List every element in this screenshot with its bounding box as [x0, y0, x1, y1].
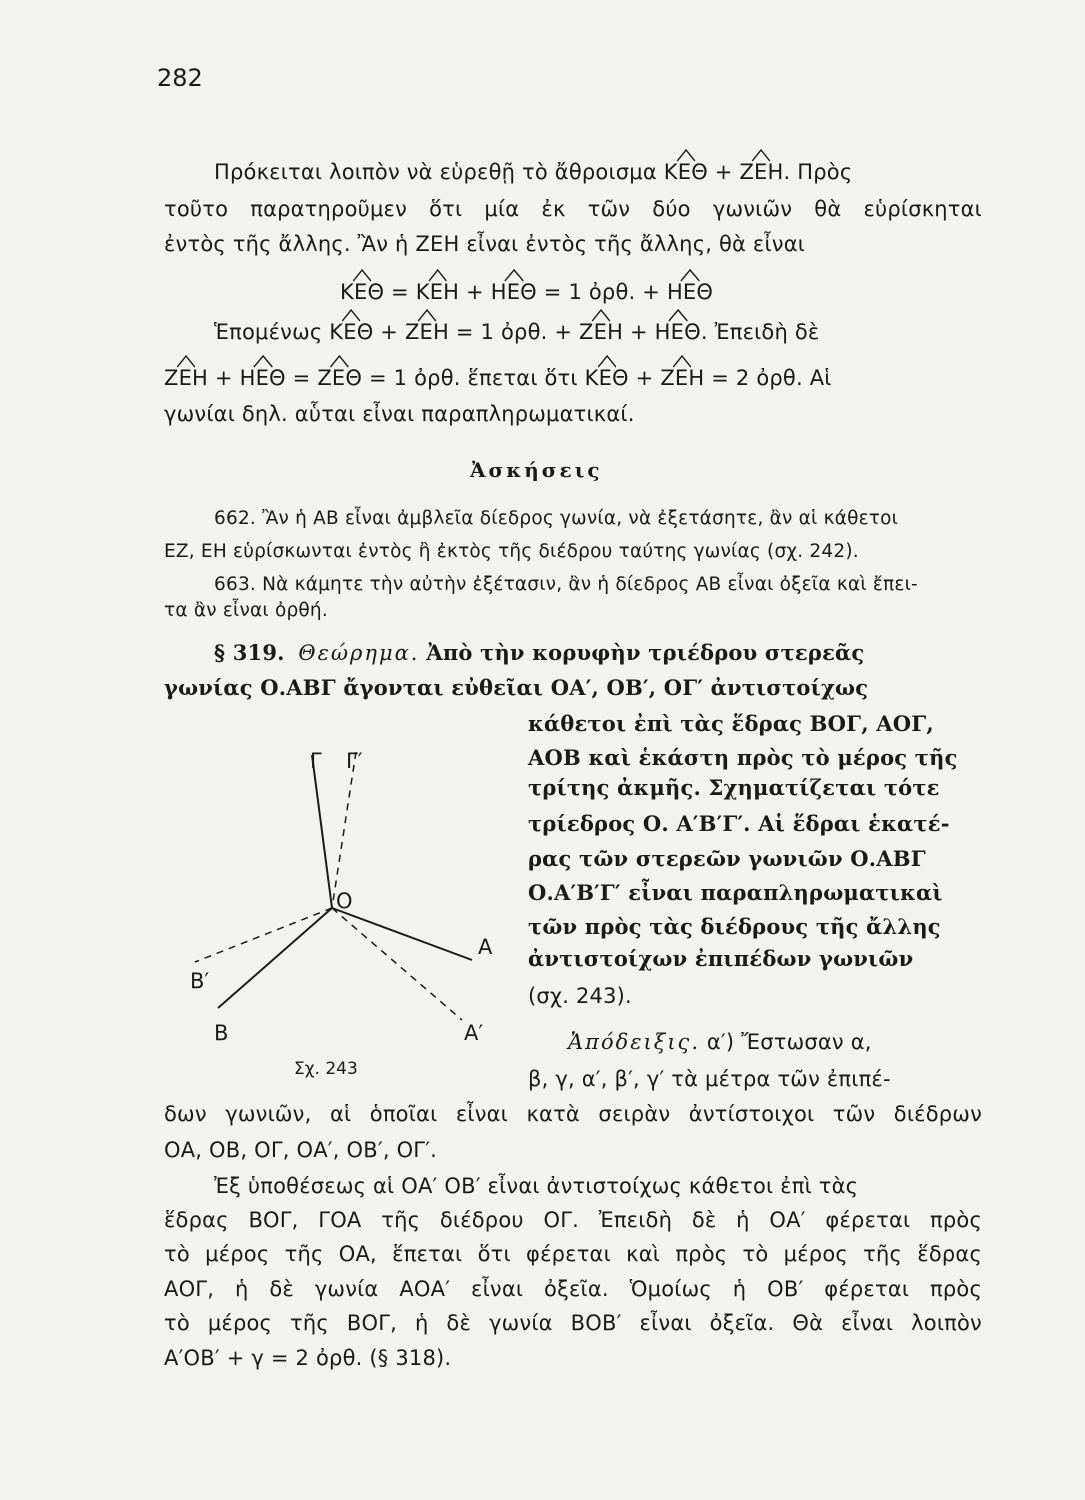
edge-OG	[312, 755, 332, 908]
theorem-line: ρας τῶν στερεῶν γωνιῶν Ο.ΑΒΓ	[528, 846, 926, 871]
label-Ap: Α′	[464, 1021, 484, 1045]
text-line: Ἑπομένως ΚΕΘ + ΖΕΗ = 1 ὀρθ. + ΖΕΗ + ΗΕΘ. Ἐπειδὴ δὲ	[214, 320, 819, 344]
page-number: 282	[157, 64, 203, 92]
theorem-line: ΑΟΒ καὶ ἑκάστη πρὸς τὸ μέρος τῆς	[528, 745, 958, 770]
label-B: Β	[214, 1021, 229, 1045]
text: Πρόκειται λοιπὸν νὰ εὑρεθῇ τὸ ἄθροισμα	[214, 160, 664, 184]
theorem-line: (σχ. 243).	[528, 984, 632, 1008]
proof-line: β, γ, α′, β′, γ′ τὰ μέτρα τῶν ἐπιπέ-	[528, 1067, 891, 1091]
exercise-662: 662. Ἂν ἡ ΑΒ εἶναι ἀμβλεῖα δίεδρος γωνία, νὰ ἐξετάσητε, ἂν αἱ κάθετοι	[214, 508, 899, 529]
edge-OGp	[332, 752, 356, 908]
exercise-663-cont: τα ἂν εἶναι ὀρθή.	[164, 600, 328, 621]
exercise-662-cont: ΕΖ, ΕΗ εὑρίσκωνται ἐντὸς ἢ ἐκτὸς τῆς διέδρου ταύτης γωνίας (σχ. 242).	[164, 541, 859, 562]
proof-line: ἕδρας ΒΟΓ, ΓΟΑ τῆς διέδρου ΟΓ. Ἐπειδὴ δὲ ἡ ΟΑ′ φέρεται πρὸς	[164, 1208, 982, 1232]
theorem-line: § 319. Θεώρημα. Ἀπὸ τὴν κορυφὴν τριέδρου στερεᾶς	[214, 640, 865, 665]
proof-line: τὸ μέρος τῆς ΒΟΓ, ἡ δὲ γωνία ΒΟΒ′ εἶναι ὀξεῖα. Θὰ εἶναι λοιπὸν	[164, 1311, 982, 1335]
label-G: Γ	[310, 749, 322, 773]
proof-line: τὸ μέρος τῆς ΟΑ, ἕπεται ὅτι φέρεται καὶ πρὸς τὸ μέρος τῆς ἕδρας	[164, 1242, 982, 1266]
label-Gp: Γ′	[346, 749, 363, 773]
proof-line: Ἀπόδειξις. α′) Ἔστωσαν α,	[568, 1030, 872, 1054]
proof-line: ΟΑ, ΟΒ, ΟΓ, ΟΑ′, ΟΒ′, ΟΓ′.	[164, 1138, 438, 1162]
theorem-line: Ο.Α′Β′Γ′ εἶναι παραπληρωματικαὶ	[528, 880, 943, 905]
theorem-line: τρίτης ἀκμῆς. Σχηματίζεται τότε	[528, 775, 940, 800]
text-line: γωνίαι δηλ. αὗται εἶναι παραπληρωματικαί.	[164, 402, 635, 426]
theorem-line: ἀντιστοίχων ἐπιπέδων γωνιῶν	[528, 946, 914, 971]
theorem-line: γωνίας Ο.ΑΒΓ ἄγονται εὐθεῖαι ΟΑ′, ΟΒ′, ΟΓ′ ἀντιστοίχως	[164, 675, 869, 700]
label-A: Α	[478, 935, 493, 959]
text: . Πρὸς	[783, 160, 853, 184]
text-line: ΖΕΗ + ΗΕΘ = ΖΕΘ = 1 ὀρθ. ἕπεται ὅτι ΚΕΘ + ΖΕΗ = 2 ὀρθ. Αἱ	[164, 366, 832, 390]
equation: ΚΕΘ = ΚΕΗ + ΗΕΘ = 1 ὀρθ. + ΗΕΘ	[340, 280, 713, 304]
theorem-line: τρίεδρος Ο. Α′Β′Γ′. Αἱ ἕδραι ἑκατέ-	[528, 811, 950, 836]
text-line: ἐντὸς τῆς ἄλλης. Ἂν ἡ ΖΕΗ εἶναι ἐντὸς τῆς ἄλλης, θὰ εἶναι	[164, 232, 806, 256]
edge-OBp	[195, 908, 332, 962]
section-heading: Ἀσκήσεις	[470, 458, 603, 482]
angle-expression: ΖΕΗ	[739, 160, 783, 184]
text-line: τοῦτο παρατηροῦμεν ὅτι μία ἐκ τῶν δύο γωνιῶν θὰ εὑρίσκηται	[164, 197, 982, 221]
edge-OA	[332, 908, 472, 960]
label-O: Ο	[336, 889, 353, 913]
exercise-663: 663. Νὰ κάμητε τὴν αὐτὴν ἐξέτασιν, ἂν ἡ δίεδρος ΑΒ εἶναι ὀξεῖα καὶ ἔπει-	[214, 574, 918, 595]
edge-OB	[218, 908, 332, 1008]
proof-line: Α′ΟΒ′ + γ = 2 ὀρθ. (§ 318).	[164, 1346, 452, 1370]
text-line	[214, 160, 852, 184]
theorem-line: κάθετοι ἐπὶ τὰς ἕδρας ΒΟΓ, ΑΟΓ,	[528, 711, 934, 736]
figure-caption: Σχ. 243	[294, 1059, 358, 1079]
edge-OAp	[332, 908, 462, 1020]
label-Bp: Β′	[190, 969, 210, 993]
theorem-line: τῶν πρὸς τὰς διέδρους τῆς ἄλλης	[528, 914, 941, 939]
angle-expression: ΚΕΘ	[664, 160, 708, 184]
figure-243	[160, 740, 520, 1090]
proof-line: δων γωνιῶν, αἱ ὁποῖαι εἶναι κατὰ σειρὰν ἀντίστοιχοι τῶν διέδρων	[164, 1102, 982, 1126]
proof-line: ΑΟΓ, ἡ δὲ γωνία ΑΟΑ′ εἶναι ὀξεῖα. Ὁμοίως ἡ ΟΒ′ φέρεται πρὸς	[164, 1277, 982, 1301]
proof-line: Ἐξ ὑποθέσεως αἱ ΟΑ′ ΟΒ′ εἶναι ἀντιστοίχως κάθετοι ἐπὶ τὰς	[214, 1174, 859, 1198]
text: +	[707, 160, 740, 184]
